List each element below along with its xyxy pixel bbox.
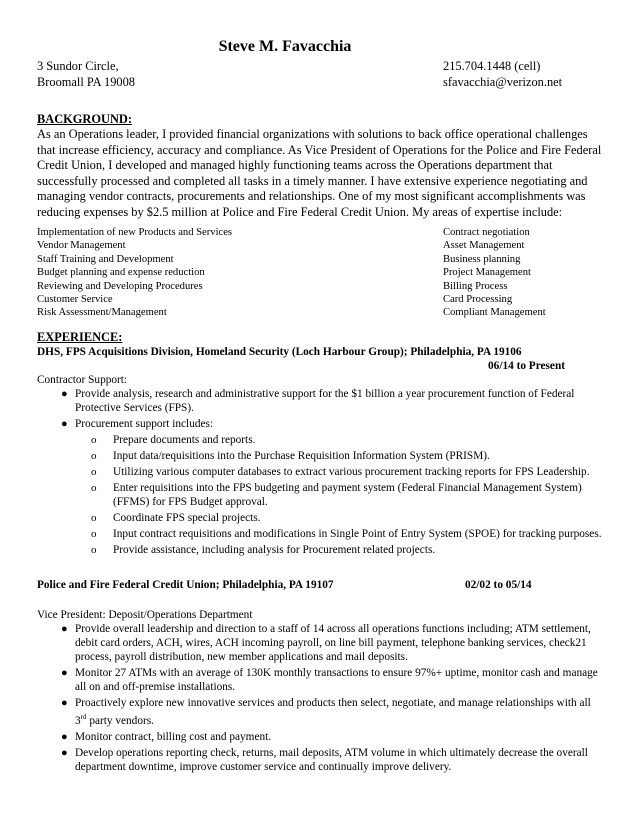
skill-item: Implementation of new Products and Services bbox=[37, 227, 233, 238]
bullet-icon: ● bbox=[61, 730, 68, 743]
bullet-text: Develop operations reporting check, returns, mail deposits, ATM volume in which ultimately decrease the overall department downtime, improve customer service and continually improve delivery. bbox=[75, 746, 588, 773]
bullet-text: Procurement support includes: bbox=[75, 418, 214, 430]
job1-bullet bbox=[37, 387, 605, 415]
resume-name bbox=[37, 38, 605, 56]
circle-bullet-icon: o bbox=[91, 434, 97, 446]
job2-bullet bbox=[37, 730, 605, 744]
bullet-text: Monitor contract, billing cost and payment. bbox=[75, 730, 272, 743]
job1-role: Contractor Support: bbox=[37, 374, 128, 386]
job2-bullet bbox=[37, 666, 605, 694]
sub-bullet-text: Input data/requisitions into the Purchase Requisition Information System (PRISM). bbox=[113, 450, 490, 462]
email: sfavacchia@verizon.net bbox=[443, 75, 563, 89]
job1-sub-bullets bbox=[37, 433, 605, 557]
job2-bullet bbox=[37, 746, 605, 774]
sub-bullet-text: Prepare documents and reports. bbox=[113, 434, 256, 446]
sub-bullet bbox=[37, 481, 605, 509]
job1-bullets bbox=[37, 387, 605, 431]
circle-bullet-icon: o bbox=[91, 482, 97, 494]
experience-heading: EXPERIENCE: bbox=[37, 330, 123, 344]
skill-item: Project Management bbox=[443, 267, 531, 279]
skill-item: Compliant Management bbox=[443, 307, 546, 319]
address-line-2: Broomall PA 19008 bbox=[37, 75, 135, 89]
job1-dates: 06/14 to Present bbox=[488, 360, 565, 372]
bullet-icon: ● bbox=[61, 418, 68, 430]
job2-role: Vice President: Deposit/Operations Department bbox=[37, 609, 253, 621]
background-text: As an Operations leader, I provided financial organizations with solutions to back office operational challenges that increase efficiency, accuracy and compliance. As Vice President of Operations for the Police and Fire Federal Credit Union, I developed and managed highly functioning teams across the Operations department that successfully processed and completed all tasks in a timely manner. I have extensive experience negotiating and managing vendor contracts, procurements and relationships. One of my most significant accomplishments was reducing expenses by $2.5 million at Police and Fire Federal Credit Union. My areas of expertise include: bbox=[37, 127, 602, 219]
sub-bullet-text: Utilizing various computer databases to extract various procurement tracking reports for FPS Leadership. bbox=[113, 466, 590, 478]
bullet-icon: ● bbox=[61, 697, 68, 709]
circle-bullet-icon: o bbox=[91, 544, 97, 556]
experience-section bbox=[37, 330, 605, 559]
superscript: rd bbox=[80, 713, 87, 721]
name-text: Steve M. Favacchia bbox=[218, 38, 352, 55]
job2-bullet bbox=[37, 696, 605, 728]
job2-bullets bbox=[37, 622, 605, 774]
job2-dates: 02/02 to 05/14 bbox=[465, 579, 532, 591]
job2-bullet bbox=[37, 622, 605, 664]
circle-bullet-icon: o bbox=[91, 466, 97, 478]
skill-item: Budget planning and expense reduction bbox=[37, 267, 205, 279]
background-section bbox=[37, 112, 605, 221]
bullet-icon: ● bbox=[61, 667, 68, 679]
circle-bullet-icon: o bbox=[91, 512, 97, 524]
address-line-1: 3 Sundor Circle, bbox=[37, 59, 119, 73]
job2-header bbox=[37, 578, 605, 592]
bullet-text: Proactively explore new innovative services and products then select, negotiate, and manage relationships with all 3 bbox=[75, 697, 591, 727]
job1-title: DHS, FPS Acquisitions Division, Homeland Security (Loch Harbour Group); Philadelphia, PA 19106 bbox=[37, 346, 522, 358]
sub-bullet-text: Provide assistance, including analysis for Procurement related projects. bbox=[113, 544, 436, 556]
job2-title: Police and Fire Federal Credit Union; Philadelphia, PA 19107 bbox=[37, 579, 334, 591]
bullet-text-end: party vendors. bbox=[86, 714, 154, 727]
skill-item: Business planning bbox=[443, 253, 521, 265]
skill-item: Asset Management bbox=[443, 240, 525, 252]
skill-item: Contract negotiation bbox=[443, 227, 530, 238]
sub-bullet-text: Enter requisitions into the FPS budgeting and payment system (Federal Financial Management System) (FFMS) for FPS Budget approval. bbox=[113, 482, 582, 508]
skills-col-1 bbox=[37, 226, 232, 320]
bullet-text: Provide analysis, research and administrative support for the $1 billion a year procurement function of Federal Protective Services (FPS). bbox=[75, 388, 575, 414]
bullet-icon: ● bbox=[61, 746, 68, 759]
sub-bullet bbox=[37, 527, 605, 541]
phone-email bbox=[443, 58, 562, 90]
bullet-text: Monitor 27 ATMs with an average of 130K monthly transactions to ensure 97%+ uptime, monitor cash and manage all on and off-premise installations. bbox=[75, 667, 598, 693]
skill-item: Risk Assessment/Management bbox=[37, 307, 167, 319]
sub-bullet bbox=[37, 543, 605, 557]
background-heading: BACKGROUND: bbox=[37, 112, 132, 126]
sub-bullet-text: Input contract requisitions and modifications in Single Point of Entry System (SPOE) for tracking purposes. bbox=[113, 528, 602, 540]
skill-item: Card Processing bbox=[443, 294, 513, 306]
bullet-icon: ● bbox=[61, 623, 68, 635]
circle-bullet-icon: o bbox=[91, 450, 97, 462]
circle-bullet-icon: o bbox=[91, 528, 97, 540]
bullet-icon: ● bbox=[61, 388, 68, 400]
skills-col-2 bbox=[443, 226, 546, 320]
sub-bullet bbox=[37, 449, 605, 463]
sub-bullet-text: Coordinate FPS special projects. bbox=[113, 512, 261, 524]
skill-item: Customer Service bbox=[37, 294, 113, 306]
phone: 215.704.1448 (cell) bbox=[443, 59, 541, 73]
bullet-text: Provide overall leadership and direction to a staff of 14 across all operations functions including; ATM settlement, debit card orders, ACH, wires, ACH incoming payroll, on line bill payment, telephone banking services, check21 process, payroll distribution, new member applications and mail deposits. bbox=[75, 623, 591, 663]
job1-bullet bbox=[37, 417, 605, 431]
address bbox=[37, 58, 135, 90]
sub-bullet bbox=[37, 511, 605, 525]
skill-item: Staff Training and Development bbox=[37, 253, 174, 265]
skill-item: Reviewing and Developing Procedures bbox=[37, 280, 203, 292]
sub-bullet bbox=[37, 465, 605, 479]
skill-item: Vendor Management bbox=[37, 240, 126, 252]
job2-section bbox=[37, 578, 605, 776]
sub-bullet bbox=[37, 433, 605, 447]
skill-item: Billing Process bbox=[443, 280, 508, 292]
